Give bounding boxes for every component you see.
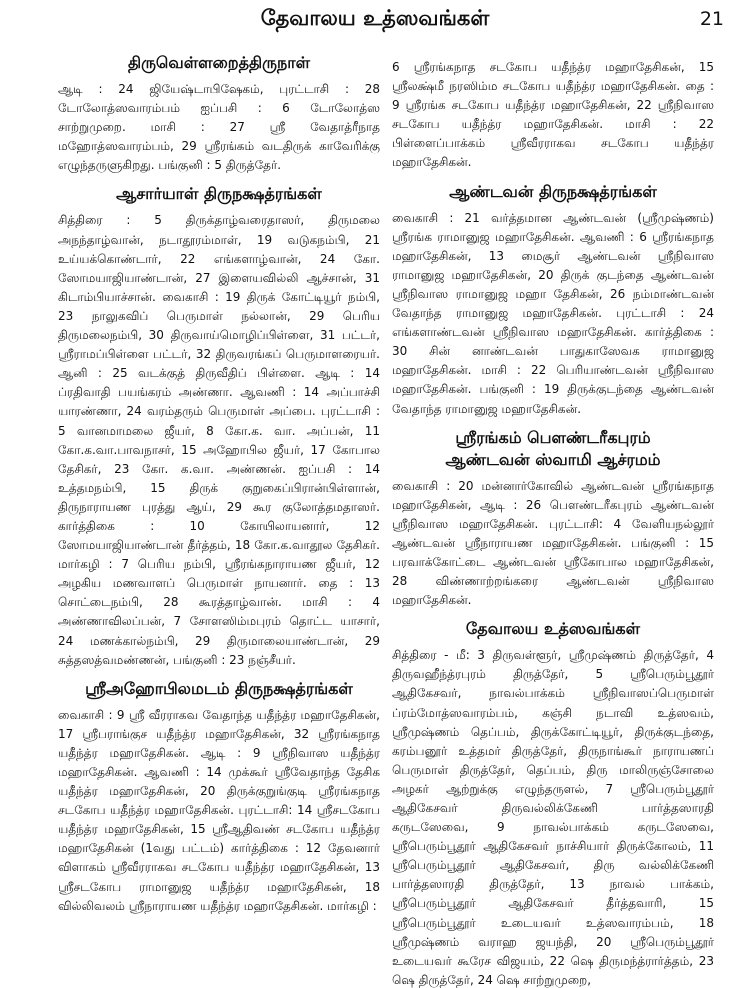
section-text: வைகாசி : 9 ஸ்ரீ வீரராகவ வேதாந்த யதீந்த்ர மஹாதேசிகன், 17 ஸ்ரீபராங்குச யதீந்த்ர மஹாதேசிகன், 32 ஸ்ரீரங்கநாத யதீந்த்ர மஹாதேசிகன். ஆடி : 9 ஸ்ரீநிவாஸ யதீந்த்ர மஹாதேசிகன். ஆவணி : 14 முக்கூர் ஸ்ரீவேதாந்த தேசிக யதீந்த்ர மஹாதேசிகன், 20 திருக்குறுங்குடி ஸ்ரீரங்கநாத சடகோப யதீந்த்ர மஹாதேசிகன். புரட்டாசி: 14 ஸ்ரீசடகோப யதீந்த்ர மஹாதேசிகன், 15 ஸ்ரீஆதிவண் சடகோப யதீந்த்ர மஹாதேசிகன் (1வது பட்டம்) கார்த்திகை : 12 தேவனார் விளாகம் ஸ்ரீவீரராகவ சடகோப யதீந்த்ர மஹாதேசிகன், 13 ஸ்ரீசடகோப ராமானுஜ யதீந்த்ர மஹாதேசிகன், 18 வில்லிவலம் ஸ்ரீநாராயண யதீந்த்ர மஹாதேசிகன். மார்கழி : bbox=[58, 707, 380, 913]
section-title: திருவெள்ளறைத்திருநாள் bbox=[127, 53, 311, 72]
section-title-line: ஆண்டவன் ஸ்வாமி ஆச்ரமம் bbox=[445, 449, 661, 469]
page-header bbox=[0, 4, 750, 40]
section-text: ஆடி : 24 ஜியேஷ்டாபிஷேகம், புரட்டாசி : 28 டோலோத்ஸவாரம்பம் ஐப்பசி : 6 டோலோத்ஸ சாற்றுமுறை. மாசி : 27 ஸ்ரீ வேதாத்ரீநாத மஹோத்ஸவாரம்பம், 29 ஸ்ரீரங்கம் வடதிருக் காவேரிக்கு எழுந்தருளுகிறது. பங்குனி : 5 திருத்தேர். bbox=[58, 82, 380, 173]
section-title: ஆண்டவன் திருநக்ஷத்ரங்கள் bbox=[449, 181, 657, 201]
section-title: ஆசார்யாள் திருநக்ஷத்ரங்கள் bbox=[116, 184, 322, 204]
left-column bbox=[58, 52, 380, 982]
section-text: சித்திரை : 5 திருக்தாழ்வரைதாஸர், திருமலை அநந்தாழ்வான், நடாதூரம்மாள், 19 வடுகநம்பி, 21 உய்யக்கொண்டார், 22 எங்களாழ்வான், 24 கோ. ஸோமயாஜியாண்டான், 27 இளையவில்லி ஆச்சான், 31 கிடாம்பியாச்சான். வைகாசி : 19 திருக் கோட்டியூர் நம்பி, 23 நாலுகவிப் பெருமாள் நல்லான், 29 பெரிய திருமலைநம்பி, 30 திருவாய்மொழிப்பிள்ளை, 31 பட்டர், ஸ்ரீராமப்பிள்ளை பட்டர், 32 திருவரங்கப் பெருமாளரையர். ஆனி : 25 வடக்குத் திருவீதிப் பிள்ளை. ஆடி : 14 ப்ரதிவாதி பயங்கரம் அண்ணா. ஆவணி : 14 அப்பாச்சி யாரண்ணா, 24 வரம்தரும் பெருமாள் அப்பை. புரட்டாசி : 5 வானமாமலை ஜீயர், 8 கோ.க. வா. அப்பன், 11 கோ.க.வா.பாவநாசர், 15 அஹோபில ஜீயர், 17 கோபால தேசிகர், 23 கோ. க.வா. அண்ணன். ஐப்பசி : 14 உத்தமநம்பி, 15 திருக் குறுகைப்பிரான்பிள்ளான், திருநாராயண புரத்து ஆய், 29 கூர குலோத்தமதாஸர். கார்த்திகை : 10 கோயிலாயனார், 12 ஸோமயாஜியாண்டான் தீர்த்தம், 18 கோ.க.வாதூல தேசிகர். மார்கழி : 7 பெரிய நம்பி, ஸ்ரீரங்கநாராயண ஜீயர், 12 அழகிய மணவாளப் பெருமாள் நாயனார். தை : 13 சொட்டைநம்பி, 28 கூரத்தாழ்வான். மாசி : 4 அண்ணாவிலப்பன், 7 சோளஸிம்மபுரம் தொட்ட யாசார், 24 மணக்கால்நம்பி, 29 திருமாலையாண்டான், 29 சுத்தஸத்வமண்ணன், பங்குனி : 23 நஞ்சீயர். bbox=[58, 213, 380, 667]
section-title bbox=[392, 427, 714, 471]
section-text: வைகாசி : 21 வர்த்தமான ஆண்டவன் (ஸ்ரீமுஷ்ணம்) ஸ்ரீரங்க ராமானுஜ மஹாதேசிகன். ஆவணி : 6 ஸ்ரீரங்கநாத மஹாதேசிகன், 13 மைசூர் ஆண்டவன் ஸ்ரீநிவாஸ ராமானுஜ மஹாதேசிகன், 20 திருக் குடந்தை ஆண்டவன் ஸ்ரீநிவாஸ ராமானுஜ மஹா தேசிகன், 26 நம்மாண்டவன் வேதாந்த ராமானுஜ மஹாதேசிகன். புரட்டாசி : 24 எங்களாண்டவன் ஸ்ரீநிவாஸ மஹாதேசிகன். கார்த்திகை : 30 சின் னாண்டவன் பாதுகாஸேவக ராமானுஜ மஹாதேசிகன். மாசி : 22 பெரியாண்டவன் ஸ்ரீநிவாஸ மஹாதேசிகன். பங்குனி : 19 திருக்குடந்தை ஆண்டவன் வேதாந்த ராமானுஜ மஹாதேசிகன். bbox=[392, 210, 714, 416]
section-title: ஸ்ரீஅஹோபிலமடம் திருநக்ஷத்ரங்கள் bbox=[85, 678, 353, 698]
section-title-line: ஸ்ரீரங்கம் பௌண்டரீகபுரம் bbox=[455, 427, 651, 447]
section-text: 6 ஸ்ரீரங்கநாத சடகோப யதீந்த்ர மஹாதேசிகன், 15 ஸ்ரீலக்ஷ்மீ நரஸிம்ம சடகோப யதீந்த்ர மஹாதேசிகன். தை : 9 ஸ்ரீரங்க சடகோப யதீந்த்ர மஹாதேசிகன், 22 ஸ்ரீநிவாஸ சடகோப யதீந்த்ர மஹாதேசிகன். மாசி : 22 பிள்ளைப்பாக்கம் ஸ்ரீவீரராகவ சடகோப யதீந்த்ர மஹாதேசிகன். bbox=[392, 60, 714, 170]
right-column bbox=[392, 58, 714, 988]
page-title: தேவாலய உத்ஸவங்கள் bbox=[260, 6, 490, 30]
page-number: 21 bbox=[699, 8, 724, 30]
section-text: வைகாசி : 20 மன்னார்கோவில் ஆண்டவன் ஸ்ரீரங்கநாத மஹாதேசிகன், ஆடி : 26 பௌண்டரீகபுரம் ஆண்டவன் ஸ்ரீநிவாஸ மஹாதேசிகன். புரட்டாசி: 4 வேளியநல்லூர் ஆண்டவன் ஸ்ரீநாராயண மஹாதேசிகன். பங்குனி : 15 பரவாக்கோட்டை ஆண்டவன் ஸ்ரீகோபால மஹாதேசிகன், 28 விண்ணாற்றங்கரை ஆண்டவன் ஸ்ரீநிவாஸ மஹாதேசிகன். bbox=[392, 478, 714, 608]
section-text: சித்திரை - மீ: 3 திருவள்ளூர், ஸ்ரீமுஷ்ணம் திருத்தேர், 4 திருவஹீந்த்ரபுரம் திருத்தேர், 5 ஸ்ரீபெரும்பூதூர் ஆதிகேசவர், நாவல்பாக்கம் ஸ்ரீநிவாஸப்பெருமாள் ப்ரம்மோத்ஸவாரம்பம், கஞ்சி நடாவி உத்ஸவம், ஸ்ரீமுஷ்ணம் தெப்பம், திருக்கோட்டியூர், திருக்குடந்தை, கரம்பனூர் உத்தமர் திருத்தேர், திருநாங்கூர் நாராயணப் பெருமாள் திருத்தேர், தெப்பம், திரு மாலிருஞ்சோலை அழகர் ஆற்றுக்கு எழுந்தருளல், 7 ஸ்ரீபெரும்பூதூர் ஆதிகேசவர் திருவல்லிக்கேணி பார்த்தஸாரதி கருடஸேவை, 9 நாவல்பாக்கம் கருடஸேவை, ஸ்ரீபெரும்பூதூர் ஆதிகேசவர் நாச்சியார் திருக்கோலம், 11 ஸ்ரீபெரும்பூதூர் ஆதிகேசவர், திரு வல்லிக்கேணி பார்த்தஸாரதி திருத்தேர், 13 நாவல் பாக்கம், ஸ்ரீபெரும்பூதூர் ஆதிகேசவர் தீர்த்தவாரி, 15 ஸ்ரீபெரும்பூதூர் உடையவர் உத்ஸவாரம்பம், 18 ஸ்ரீமுஷ்ணம் வராஹ ஜயந்தி, 20 ஸ்ரீபெரும்பூதூர் உடையவர் கூரேச விஜயம், 22 ஷெ திருமந்த்ரார்த்தம், 23 ஷெ திருத்தேர், 24 ஷெ சாற்றுமுறை, bbox=[392, 648, 714, 987]
section-title: தேவாலய உத்ஸவங்கள் bbox=[465, 619, 641, 639]
